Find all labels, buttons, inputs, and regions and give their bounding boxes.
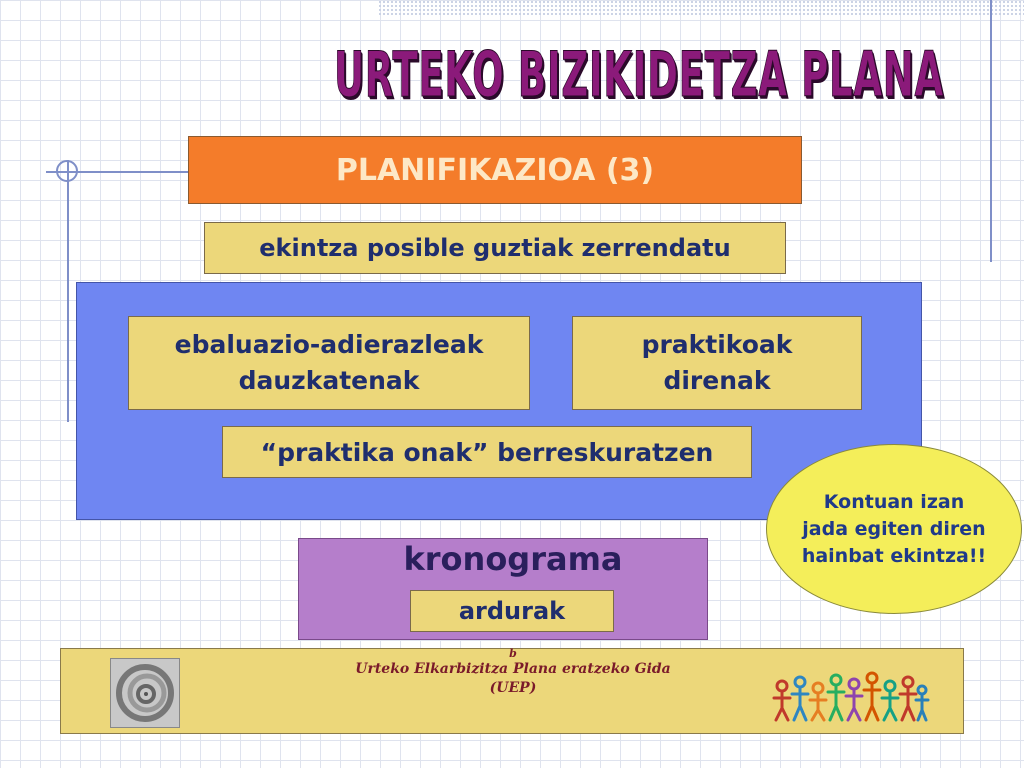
criteria-evaluation-line1: ebaluazio-adierazleak xyxy=(174,330,484,359)
slide-title: URTEKO BIZIKIDETZA PLANA xyxy=(334,38,944,111)
note-callout xyxy=(766,444,1022,614)
decor-vertical-line-right xyxy=(990,0,992,262)
footer-guide-abbr: (UEP) xyxy=(489,680,537,696)
section-header: PLANIFIKAZIOA (3) xyxy=(188,136,802,204)
corner-pattern xyxy=(378,0,1024,16)
criteria-evaluation-indicators xyxy=(128,316,530,410)
note-line3: hainbat ekintza!! xyxy=(801,544,987,567)
criteria-evaluation-line2: dauzkatenak xyxy=(238,366,420,395)
spiral-logo-icon xyxy=(110,658,180,728)
criteria-practical xyxy=(572,316,862,410)
schedule-title: kronograma xyxy=(403,540,623,578)
decor-circle xyxy=(56,160,78,182)
note-line2: jada egiten diren xyxy=(802,517,986,540)
decor-vertical-line-left xyxy=(67,160,69,422)
children-drawing-icon xyxy=(770,660,930,726)
footer-guide-title: Urteko Elkarbizitza Plana eratzeko Gida xyxy=(355,661,671,677)
footer-text xyxy=(300,648,726,698)
footer-marker: b xyxy=(509,647,517,660)
criteria-practical-line2: direnak xyxy=(663,366,771,395)
note-line1: Kontuan izan xyxy=(823,490,965,513)
schedule-responsibilities: ardurak xyxy=(410,590,614,632)
step-list-actions: ekintza posible guztiak zerrendatu xyxy=(204,222,786,274)
criteria-practical-line1: praktikoak xyxy=(641,330,793,359)
criteria-good-practices: “praktika onak” berreskuratzen xyxy=(222,426,752,478)
